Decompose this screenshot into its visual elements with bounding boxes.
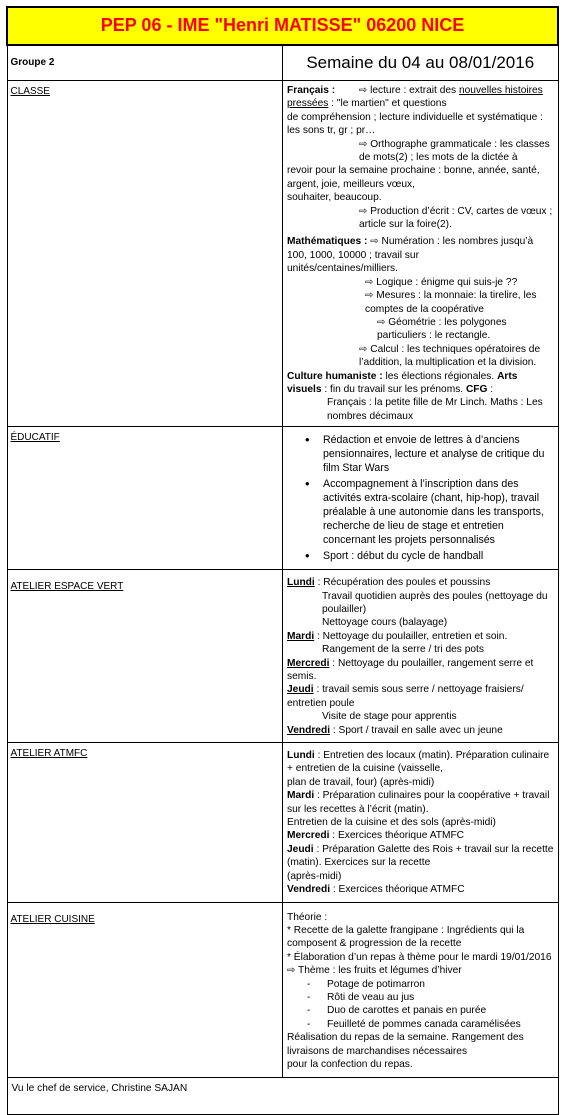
- cuisine-label: ATELIER CUISINE: [10, 913, 95, 925]
- atmfc-mardi-text: : Préparation culinaires pour la coopérative + travail sur les recettes à l’écrit (matin).: [287, 790, 550, 815]
- classe-content: [283, 81, 559, 427]
- arrow-icon: ⇨: [359, 343, 368, 355]
- dish-list: [287, 978, 554, 1032]
- list-item: • Rédaction et envoie de lettres à d’anciens pensionnaires, lecture et analyse de critique du film Star Wars: [323, 433, 554, 475]
- footer-row: [7, 1078, 558, 1115]
- arrow-icon: ⇨: [370, 236, 379, 248]
- francais-book-title: nouvelles histoires pressées: [287, 85, 543, 110]
- francais-text-1b: : "le martien" et questions: [328, 98, 447, 110]
- atmfc-mercredi: [287, 829, 554, 842]
- maths-line-5: [287, 316, 554, 343]
- espace-vert-row: [7, 570, 558, 743]
- francais-line-1: [287, 84, 554, 111]
- arrow-icon: ⇨: [377, 316, 386, 328]
- list-item: - Duo de carottes et panais en purée: [327, 1004, 554, 1017]
- day-label: Mardi: [287, 790, 315, 802]
- cuisine-theorie: Théorie :: [287, 911, 328, 923]
- atmfc-content: [283, 743, 559, 902]
- atmfc-lundi: [287, 749, 554, 776]
- list-item: • Accompagnement à l’inscription dans des activités extra-scolaire (chant, hip-hop), travail préalable à une autonomie dans les transports, recherche de lieu de stage et entretien concernant les projets personnalisés: [323, 477, 554, 547]
- cuisine-real-2: pour la confection du repas.: [287, 1058, 413, 1070]
- ev-mercredi: [287, 657, 554, 684]
- maths-line-2: unités/centaines/milliers.: [287, 263, 398, 275]
- ev-mercredi-text: : Nettoyage du poulailler, rangement serre et semis.: [287, 657, 534, 682]
- ev-jeudi-text: : travail semis sous serre / nettoyage fraisiers/ entretien poule: [287, 684, 524, 709]
- maths-line-1: [287, 235, 554, 262]
- francais-ortho: Orthographe grammaticale : les classes de mots(2) ; les mots de la dictée à: [359, 138, 550, 164]
- arrow-icon: ⇨: [359, 205, 368, 217]
- educatif-row: [7, 427, 558, 570]
- ev-mardi-2: Rangement de la serre / tri des pots: [322, 644, 484, 656]
- cuisine-t2: * Élaboration d’un repas à thème pour le mardi 19/01/2016: [287, 951, 552, 963]
- maths-logique: Logique : énigme qui suis-je ??: [376, 276, 518, 288]
- cfg-text: :: [487, 383, 494, 395]
- classe-cell-label: [7, 81, 283, 427]
- day-label: Jeudi: [287, 684, 314, 696]
- classe-label: CLASSE: [10, 86, 50, 97]
- day-label: Vendredi: [287, 724, 331, 736]
- atmfc-vendredi-text: : Exercices théorique ATMFC: [330, 884, 465, 896]
- maths-geometrie: Géométrie : les polygones particuliers : le rectangle.: [377, 316, 507, 342]
- francais-line-5: souhaiter, beaucoup.: [287, 192, 382, 204]
- atmfc-jeudi-text: : Préparation Galette des Rois + travail sur la recette (matin). Exercices sur la recette: [287, 843, 554, 869]
- arts-text: : fin du travail sur les prénoms.: [321, 383, 466, 395]
- francais-prod: Production d’écrit : CV, cartes de vœux ; article sur la foire(2).: [359, 205, 553, 231]
- maths-calcul: Calcul : les techniques opératoires de l’addition, la multiplication et la division.: [359, 343, 541, 369]
- cuisine-content: [283, 902, 559, 1078]
- list-item: - Rôti de veau au jus: [327, 991, 554, 1004]
- arrow-icon: ⇨: [287, 965, 296, 977]
- arrow-icon: ⇨: [359, 138, 368, 150]
- arrow-icon: ⇨: [358, 85, 368, 96]
- ev-jeudi: [287, 683, 554, 710]
- maths-line-4: [287, 289, 554, 316]
- educatif-label: ÉDUCATIF: [10, 432, 60, 444]
- footer-signature: Vu le chef de service, Christine SAJAN: [7, 1078, 558, 1115]
- atmfc-jeudi: [287, 843, 554, 870]
- group-label: Groupe 2: [7, 45, 283, 81]
- culture-text: les élections régionales.: [382, 370, 498, 382]
- day-label: Mercredi: [287, 830, 330, 842]
- maths-mesures: Mesures : la monnaie: la tirelire, les comptes de la coopérative: [365, 290, 537, 315]
- cuisine-theme-text: Thème : les fruits et légumes d’hiver: [295, 965, 462, 977]
- educatif-cell-label: [7, 427, 283, 570]
- atmfc-mercredi-text: : Exercices théorique ATMFC: [329, 830, 465, 842]
- schedule-page: [6, 6, 559, 1115]
- list-item: - Potage de potimarron: [327, 978, 554, 991]
- atmfc-lundi-text: : Entretien des locaux (matin). Préparation culinaire + entretien de la cuisine (vaisselle,: [287, 750, 550, 775]
- atmfc-vendredi: [287, 883, 554, 896]
- culture-line: [287, 370, 554, 397]
- list-item: - Feuilleté de pommes canada caramélisées: [327, 1018, 554, 1031]
- ev-lundi: [287, 576, 554, 589]
- ev-lundi-2: Travail quotidien auprès des poules (nettoyage du poulailler): [322, 590, 548, 615]
- francais-line-3: [287, 138, 554, 165]
- maths-label: Mathématiques :: [287, 236, 368, 248]
- francais-line-2: de compréhension ; lecture individuelle et systématique : les sons tr, gr ; pr…: [287, 111, 543, 137]
- atmfc-lundi-2: plan de travail, four) (après-midi): [287, 776, 435, 788]
- day-label: Lundi: [287, 750, 315, 762]
- espace-vert-content: [283, 570, 559, 743]
- maths-line-6: [287, 343, 554, 370]
- ev-vendredi: [287, 724, 554, 737]
- week-title: Semaine du 04 au 08/01/2016: [283, 45, 559, 81]
- educatif-list: [287, 433, 554, 563]
- francais-line-4: revoir pour la semaine prochaine : bonne, année, santé, argent, joie, meilleurs vœux,: [287, 165, 540, 190]
- day-label: Vendredi: [287, 884, 331, 896]
- francais-label: Français :: [287, 85, 336, 96]
- day-label: Jeudi: [287, 843, 314, 855]
- page-title: PEP 06 - IME "Henri MATISSE" 06200 NICE: [7, 7, 558, 45]
- francais-text-1a: lecture : extrait des: [370, 85, 459, 96]
- maths-line-3: [287, 276, 554, 289]
- classe-row: [7, 81, 558, 427]
- schedule-table: [6, 6, 559, 1115]
- ev-lundi-3: Nettoyage cours (balayage): [322, 617, 448, 629]
- arts-label: Arts visuels: [287, 370, 518, 395]
- arrow-icon: ⇨: [365, 290, 374, 302]
- arrow-icon: ⇨: [365, 276, 374, 288]
- group-row: [7, 45, 558, 81]
- espace-vert-label: ATELIER ESPACE VERT: [10, 581, 124, 593]
- maths-numeration: Numération : les nombres jusqu’à 100, 1000, 10000 ; travail sur: [287, 236, 534, 261]
- ev-mardi-text: : Nettoyage du poulailler, entretien et soin.: [314, 630, 508, 642]
- day-label: Mercredi: [287, 657, 330, 669]
- espace-vert-cell-label: [7, 570, 283, 743]
- list-item: • Sport : début du cycle de handball: [323, 549, 554, 563]
- cuisine-theme: [287, 964, 554, 977]
- culture-label: Culture humaniste :: [287, 370, 383, 382]
- cuisine-real-1: Réalisation du repas de la semaine. Rangement des livraisons de marchandises nécessaires: [287, 1032, 524, 1057]
- cuisine-row: [7, 902, 558, 1078]
- title-row: [7, 7, 558, 45]
- atmfc-row: [7, 743, 558, 902]
- cfg-line: Français : la petite fille de Mr Linch. Maths : Les nombres décimaux: [327, 397, 543, 422]
- cfg-label: CFG: [465, 383, 488, 395]
- atmfc-label: ATELIER ATMFC: [10, 748, 88, 760]
- atmfc-jeudi-2: (après-midi): [287, 870, 342, 882]
- atmfc-mardi-2: Entretien de la cuisine et des sols (après-midi): [287, 817, 496, 829]
- francais-line-6: [287, 205, 554, 232]
- atmfc-cell-label: [7, 743, 283, 902]
- ev-vendredi-text: : Sport / travail en salle avec un jeune: [330, 724, 503, 736]
- day-label: Mardi: [287, 630, 315, 642]
- ev-jeudi-2: Visite de stage pour apprentis: [322, 711, 457, 723]
- cuisine-t1: * Recette de la galette frangipane : Ingrédients qui la composent & progression de la recette: [287, 924, 525, 950]
- ev-mardi: [287, 630, 554, 643]
- ev-lundi-text: : Récupération des poules et poussins: [314, 577, 491, 589]
- atmfc-mardi: [287, 789, 554, 816]
- educatif-content: [283, 427, 559, 570]
- day-label: Lundi: [287, 577, 315, 589]
- cuisine-cell-label: [7, 902, 283, 1078]
